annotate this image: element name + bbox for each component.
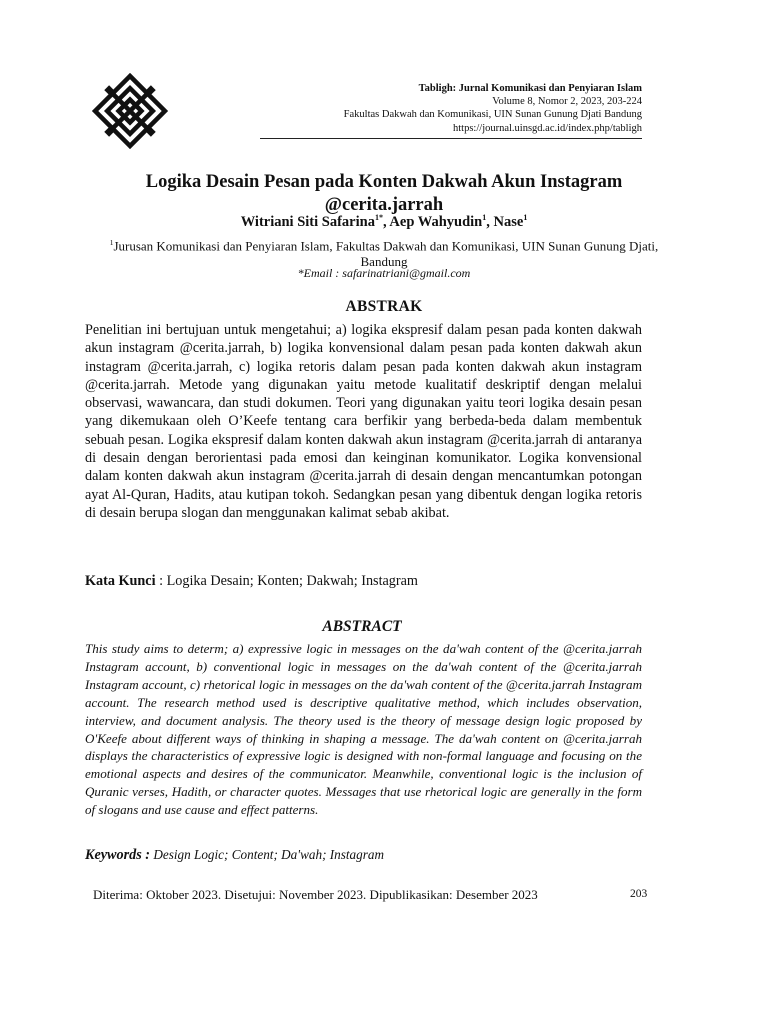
author-affiliation-mark: 1	[482, 213, 487, 222]
journal-name: Tabligh: Jurnal Komunikasi dan Penyiaran Islam	[418, 83, 642, 94]
author-affiliation-mark: 1	[523, 213, 528, 222]
abstract-heading: ABSTRACT	[322, 618, 402, 635]
journal-logo	[92, 73, 168, 149]
kata-kunci-label: Kata Kunci	[85, 573, 156, 589]
paper-title-line2: @cerita.jarrah	[324, 195, 444, 215]
affiliation-text: Jurusan Komunikasi dan Penyiaran Islam, Fakultas Dakwah dan Komunikasi, UIN Sunan Gunung Djati, Bandung	[113, 238, 659, 270]
author-name: Aep Wahyudin	[389, 213, 483, 230]
kata-kunci-values: : Logika Desain; Konten; Dakwah; Instagram	[155, 573, 418, 589]
journal-volume: Volume 8, Nomor 2, 2023, 203-224	[492, 96, 642, 108]
paper-title-line1: Logika Desain Pesan pada Konten Dakwah Akun Instagram	[145, 172, 623, 192]
abstrak-heading: ABSTRAK	[345, 298, 423, 315]
abstrak-body: Penelitian ini bertujuan untuk mengetahui; a) logika ekspresif dalam pesan pada konten dakwah akun instagram @cerita.jarrah, b) logika konvensional dalam pesan pada konten dakwah akun instagram @cerita.jarrah, c) logika retoris dalam pesan pada konten dakwah akun instagram @cerita.jarrah. Metode yang digunakan yaitu metode kualitatif deskriptif dengan melalui observasi, wawancara, dan studi dokumen. Teori yang digunakan yaitu teori logika desain pesan yang dikemukaan oleh O’Keefe tentang cara berfikir yang berbeda-beda dalam membentuk sebuah pesan. Logika ekspresif dalam konten dakwah akun instagram @cerita.jarrah di antaranya di desain dengan berorientasi pada emosi dan keinginan komunikator. Logika konvensional dalam konten dakwah akun instagram @cerita.jarrah di desain dengan mencantumkan potongan ayat Al-Quran, Hadits, atau kutipan tokoh. Sedangkan pesan yang dibentuk dengan logika retoris di desain berupa slogan dan menggunakan kalimat sebab akibat.	[85, 322, 642, 521]
page-number: 203	[630, 888, 648, 900]
author-name: Witriani Siti Safarina	[240, 213, 375, 230]
publication-dates: Diterima: Oktober 2023. Disetujui: November 2023. Dipublikasikan: Desember 2023	[93, 887, 538, 902]
author-name: Nase	[493, 213, 524, 230]
affiliation-mark: 1	[109, 238, 114, 247]
journal-header	[260, 82, 642, 139]
keywords-label: Keywords :	[85, 847, 151, 863]
kata-kunci	[85, 573, 642, 590]
corresponding-email[interactable]: *Email : safarinatriani@gmail.com	[297, 266, 471, 280]
abstract-body: This study aims to determ; a) expressive logic in messages on the da'wah content of the @cerita.jarrah Instagram account, b) conventional logic in messages on the da'wah content of the @cerita.jarrah Instagram account, c) rhetorical logic in messages on the da'wah content of the @cerita.jarrah Instagram account. The research method used is descriptive qualitative method, which includes observation, interview, and document analysis. The theory used is the theory of message design logic proposed by O'Keefe about different ways of thinking in shaping a message. The da'wah content on @cerita.jarrah displays the characteristics of expressive logic is designed with non-formal language and focusing on the emotional aspects and desires of the communicator. Meanwhile, conventional logic is the inclusion of Quranic verses, Hadith, or character quotes. Messages that use rhetorical logic are generally in the form of slogans and use cause and effect patterns.	[85, 641, 642, 818]
paper-title	[60, 171, 708, 217]
keywords	[85, 847, 642, 864]
author-list: Witriani Siti Safarina$^{1*}$, Aep Wahyudin$^1$, Nase$^1$	[240, 213, 528, 230]
keywords-values: Design Logic; Content; Da'wah; Instagram	[150, 847, 384, 862]
author-affiliation-mark: 1*	[374, 213, 383, 222]
journal-url[interactable]: https://journal.uinsgd.ac.id/index.php/tabligh	[453, 122, 642, 134]
journal-faculty: Fakultas Dakwah dan Komunikasi, UIN Sunan Gunung Djati Bandung	[343, 109, 642, 121]
